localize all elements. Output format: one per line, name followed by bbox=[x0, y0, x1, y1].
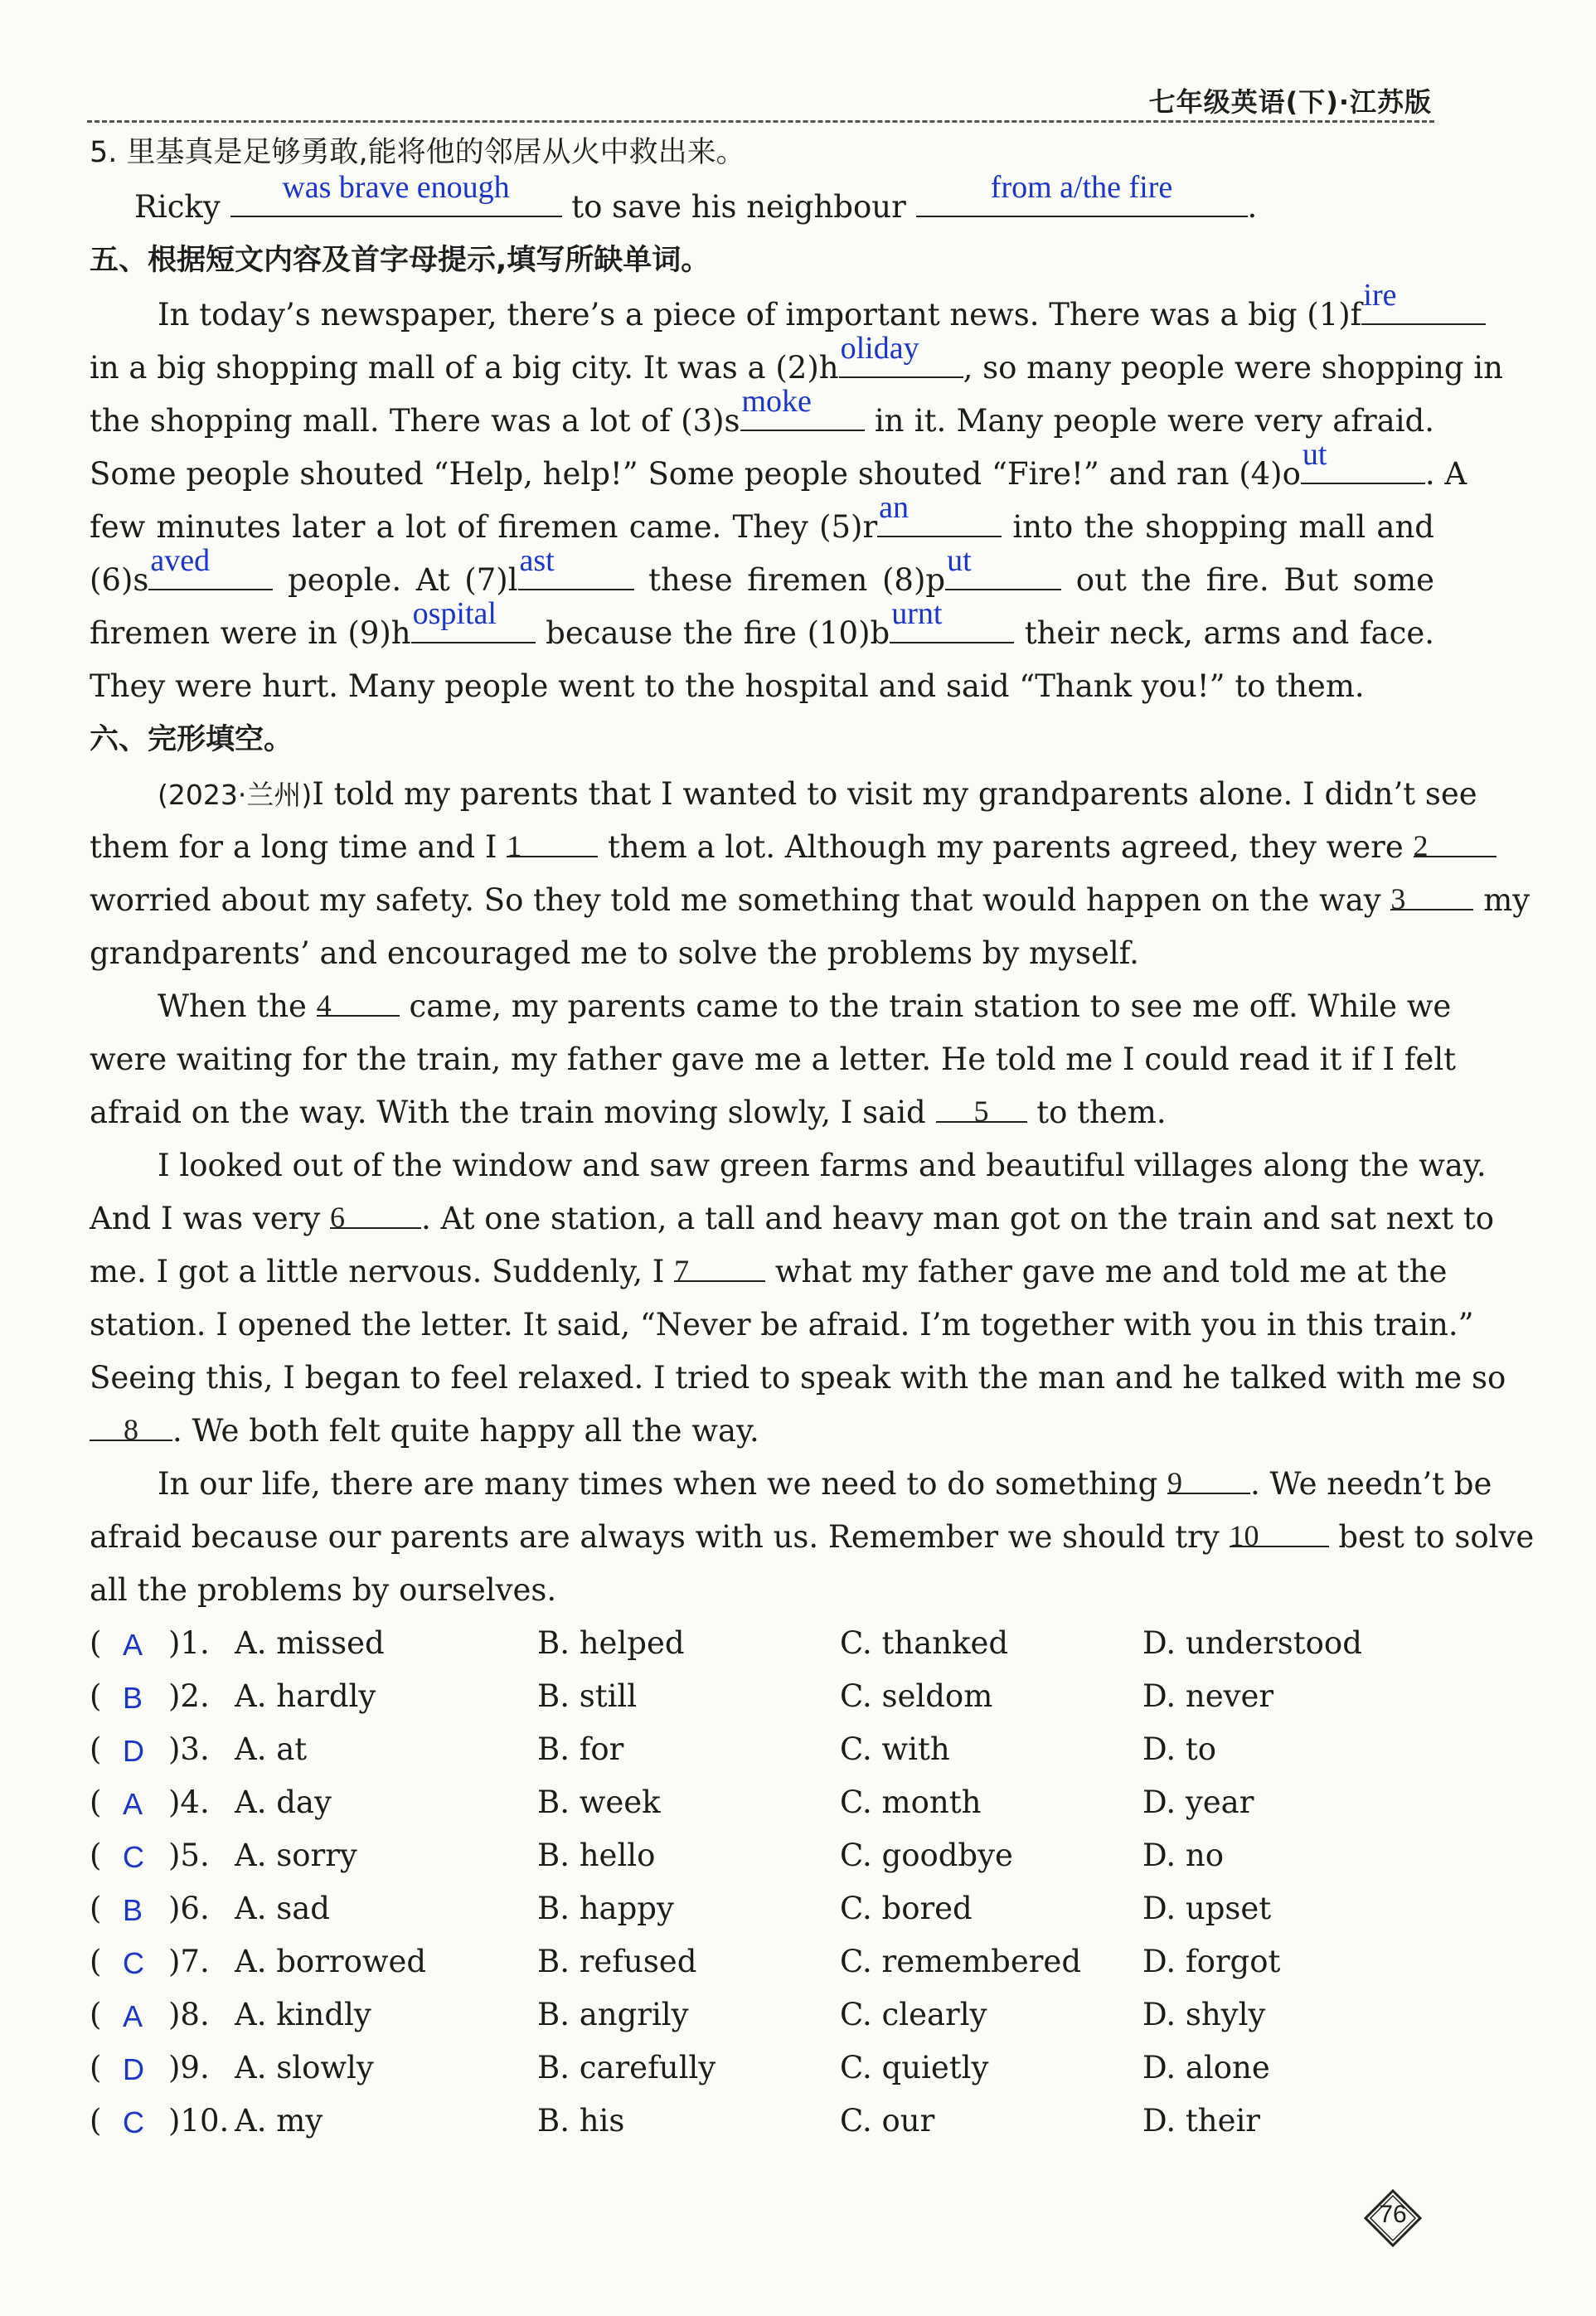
option-b: B. for bbox=[537, 1731, 624, 1767]
answer-bracket bbox=[90, 1942, 210, 1982]
option-a: A. at bbox=[235, 1731, 308, 1767]
question-number: )6. bbox=[168, 1891, 210, 1926]
option-b: B. week bbox=[537, 1784, 661, 1820]
bracket-open: ( bbox=[90, 1731, 102, 1767]
option-d: D. no bbox=[1142, 1838, 1224, 1873]
option-a: A. missed bbox=[235, 1625, 385, 1661]
passage2-line: afraid on the way. With the train moving slowly, I said 5 to them. bbox=[90, 1095, 1167, 1130]
question-number: )4. bbox=[168, 1784, 210, 1820]
passage2-line: station. I opened the letter. It said, “Never be afraid. I’m together with you in this train.” bbox=[90, 1307, 1474, 1343]
chosen-answer: A bbox=[123, 1787, 143, 1821]
answer-blank: aved bbox=[148, 561, 273, 590]
passage2-line: worried about my safety. So they told me something that would happen on the way 3 my bbox=[90, 882, 1531, 918]
option-c: C. seldom bbox=[840, 1678, 993, 1714]
cloze-blank: 5 bbox=[936, 1093, 1027, 1123]
source-tag: (2023·兰州) bbox=[158, 779, 313, 811]
answer-bracket bbox=[90, 1677, 210, 1716]
question-number: )1. bbox=[168, 1625, 210, 1661]
option-row bbox=[90, 1730, 1433, 1771]
answer-blank: an bbox=[877, 507, 1002, 537]
option-b: B. his bbox=[537, 2103, 625, 2139]
option-row bbox=[90, 1677, 1433, 1718]
header-divider bbox=[87, 120, 1434, 123]
passage1-line: few minutes later a lot of firemen came. They (5)r an into the shopping mall and bbox=[90, 490, 1434, 545]
passage2-line: grandparents’ and encouraged me to solve the problems by myself. bbox=[90, 935, 1139, 971]
passage1-line: Some people shouted “Help, help!” Some people shouted “Fire!” and ran (4)o ut . A bbox=[90, 437, 1467, 492]
q5-english: Ricky was brave enough to save his neighbour from a/the fire . bbox=[134, 170, 1258, 225]
chosen-answer: B bbox=[123, 1681, 143, 1715]
question-number: )5. bbox=[168, 1838, 210, 1873]
header-title: 七年级英语(下)·江苏版 bbox=[1148, 86, 1432, 118]
answer-blank: was brave enough bbox=[230, 187, 562, 217]
option-a: A. day bbox=[235, 1784, 332, 1820]
chosen-answer: D bbox=[123, 2052, 144, 2086]
bracket-open: ( bbox=[90, 1944, 102, 1979]
answer-bracket bbox=[90, 1730, 210, 1770]
option-c: C. thanked bbox=[840, 1625, 1009, 1661]
option-d: D. alone bbox=[1142, 2050, 1270, 2085]
chosen-answer: A bbox=[123, 1628, 143, 1662]
passage2-line: When the 4 came, my parents came to the train station to see me off. While we bbox=[158, 988, 1452, 1024]
question-number: )2. bbox=[168, 1678, 210, 1714]
cloze-blank: 1 bbox=[507, 828, 598, 857]
answer-bracket bbox=[90, 1889, 210, 1929]
option-a: A. my bbox=[235, 2103, 323, 2139]
option-row bbox=[90, 2101, 1433, 2143]
passage1-line: In today’s newspaper, there’s a piece of important news. There was a big (1)f ire bbox=[158, 295, 1434, 335]
answer-blank: ut bbox=[1301, 454, 1425, 484]
option-d: D. shyly bbox=[1142, 1997, 1266, 2032]
bracket-open: ( bbox=[90, 1891, 102, 1926]
answer-blank: ospital bbox=[411, 614, 536, 643]
chosen-answer: A bbox=[123, 1999, 143, 2033]
option-d: D. to bbox=[1142, 1731, 1217, 1767]
cloze-blank: 7 bbox=[674, 1252, 765, 1282]
chosen-answer: C bbox=[123, 1840, 144, 1874]
passage2-line: Seeing this, I began to feel relaxed. I tried to speak with the man and he talked with me so bbox=[90, 1360, 1506, 1396]
passage2-line: In our life, there are many times when we need to do something 9 . We needn’t be bbox=[158, 1466, 1492, 1502]
cloze-blank: 10 bbox=[1230, 1517, 1329, 1547]
cloze-blank: 9 bbox=[1167, 1464, 1250, 1494]
option-c: C. our bbox=[840, 2103, 935, 2139]
option-row bbox=[90, 2048, 1433, 2090]
option-d: D. forgot bbox=[1142, 1944, 1281, 1979]
option-row bbox=[90, 1783, 1433, 1824]
option-row bbox=[90, 1995, 1433, 2037]
option-b: B. happy bbox=[537, 1891, 674, 1926]
option-a: A. slowly bbox=[235, 2050, 374, 2085]
question-number: )9. bbox=[168, 2050, 210, 2085]
option-d: D. year bbox=[1142, 1784, 1254, 1820]
option-c: C. month bbox=[840, 1784, 982, 1820]
section-five-title: 五、根据短文内容及首字母提示,填写所缺单词。 bbox=[90, 244, 711, 277]
cloze-blank: 3 bbox=[1390, 881, 1473, 910]
question-number: )8. bbox=[168, 1997, 210, 2032]
option-row bbox=[90, 1889, 1433, 1930]
option-b: B. still bbox=[537, 1678, 638, 1714]
option-b: B. hello bbox=[537, 1838, 656, 1873]
answer-blank: ast bbox=[518, 561, 634, 590]
chosen-answer: D bbox=[123, 1734, 144, 1768]
cloze-blank: 2 bbox=[1414, 828, 1497, 857]
passage2-line: 8 . We both felt quite happy all the way. bbox=[90, 1411, 1434, 1451]
passage1-line: firemen were in (9)h ospital because the fire (10)b urnt their neck, arms and face. bbox=[90, 596, 1434, 651]
answer-blank: from a/the fire bbox=[916, 187, 1248, 217]
passage2-line: I looked out of the window and saw green farms and beautiful villages along the way. bbox=[158, 1148, 1487, 1183]
cloze-blank: 6 bbox=[330, 1199, 421, 1229]
answer-blank: urnt bbox=[890, 614, 1014, 643]
option-row bbox=[90, 1624, 1433, 1665]
answer-bracket bbox=[90, 1624, 210, 1663]
answer-bracket bbox=[90, 1836, 210, 1876]
passage2-line: afraid because our parents are always with us. Remember we should try 10 best to solve bbox=[90, 1519, 1535, 1555]
cloze-blank: 4 bbox=[317, 987, 400, 1017]
option-c: C. clearly bbox=[840, 1997, 987, 2032]
option-a: A. hardly bbox=[235, 1678, 376, 1714]
page-number: 76 bbox=[1379, 2201, 1407, 2228]
section-six-title: 六、完形填空。 bbox=[90, 723, 293, 756]
option-b: B. angrily bbox=[537, 1997, 689, 2032]
bracket-open: ( bbox=[90, 1997, 102, 2032]
answer-bracket bbox=[90, 2048, 210, 2088]
option-b: B. helped bbox=[537, 1625, 685, 1661]
passage1-line: the shopping mall. There was a lot of (3)s moke in it. Many people were very afraid. bbox=[90, 384, 1435, 439]
bracket-open: ( bbox=[90, 1838, 102, 1873]
passage2-line: them for a long time and I 1 them a lot. Although my parents agreed, they were 2 bbox=[90, 828, 1434, 867]
option-row bbox=[90, 1836, 1433, 1877]
option-b: B. refused bbox=[537, 1944, 697, 1979]
passage2-line: were waiting for the train, my father gave me a letter. He told me I could read it if I felt bbox=[90, 1041, 1457, 1077]
option-c: C. remembered bbox=[840, 1944, 1082, 1979]
chosen-answer: C bbox=[123, 2105, 144, 2139]
bracket-open: ( bbox=[90, 2050, 102, 2085]
answer-blank: oliday bbox=[839, 348, 963, 378]
option-a: A. kindly bbox=[235, 1997, 371, 2032]
passage2-line: me. I got a little nervous. Suddenly, I 7 what my father gave me and told me at the bbox=[90, 1254, 1448, 1289]
option-a: A. sad bbox=[235, 1891, 330, 1926]
option-d: D. never bbox=[1142, 1678, 1274, 1714]
bracket-open: ( bbox=[90, 1625, 102, 1661]
passage1-line: in a big shopping mall of a big city. It was a (2)h oliday , so many people were shopping in bbox=[90, 331, 1503, 386]
option-d: D. their bbox=[1142, 2103, 1260, 2139]
option-a: A. sorry bbox=[235, 1838, 357, 1873]
bracket-open: ( bbox=[90, 1784, 102, 1820]
question-number: )3. bbox=[168, 1731, 210, 1767]
chosen-answer: C bbox=[123, 1946, 144, 1980]
bracket-open: ( bbox=[90, 2103, 102, 2139]
question-number: )7. bbox=[168, 1944, 210, 1979]
answer-bracket bbox=[90, 2101, 230, 2141]
passage1-line: (6)s aved people. At (7)l ast these firemen (8)p ut out the fire. But some bbox=[90, 543, 1434, 598]
passage2-line: (2023·兰州)I told my parents that I wanted to visit my grandparents alone. I didn’t see bbox=[158, 776, 1477, 812]
page-number-badge bbox=[1364, 2189, 1422, 2247]
option-b: B. carefully bbox=[537, 2050, 716, 2085]
option-a: A. borrowed bbox=[235, 1944, 427, 1979]
bracket-open: ( bbox=[90, 1678, 102, 1714]
option-c: C. goodbye bbox=[840, 1838, 1013, 1873]
answer-blank: moke bbox=[740, 401, 865, 431]
passage2-line: And I was very 6 . At one station, a tall and heavy man got on the train and sat next to bbox=[90, 1201, 1495, 1236]
passage2-line: all the problems by ourselves. bbox=[90, 1572, 557, 1608]
option-c: C. bored bbox=[840, 1891, 973, 1926]
option-c: C. with bbox=[840, 1731, 950, 1767]
option-d: D. upset bbox=[1142, 1891, 1272, 1926]
answer-blank: ire bbox=[1361, 295, 1486, 325]
answer-bracket bbox=[90, 1995, 210, 2035]
question-number: )10. bbox=[168, 2103, 230, 2139]
option-c: C. quietly bbox=[840, 2050, 989, 2085]
chosen-answer: B bbox=[123, 1893, 143, 1927]
option-d: D. understood bbox=[1142, 1625, 1362, 1661]
answer-bracket bbox=[90, 1783, 210, 1823]
cloze-blank: 8 bbox=[90, 1411, 172, 1441]
passage1-line: They were hurt. Many people went to the hospital and said “Thank you!” to them. bbox=[90, 668, 1365, 704]
answer-blank: ut bbox=[945, 561, 1061, 590]
option-row bbox=[90, 1942, 1433, 1983]
q5-chinese: 5. 里基真是足够勇敢,能将他的邻居从火中救出来。 bbox=[90, 136, 745, 169]
